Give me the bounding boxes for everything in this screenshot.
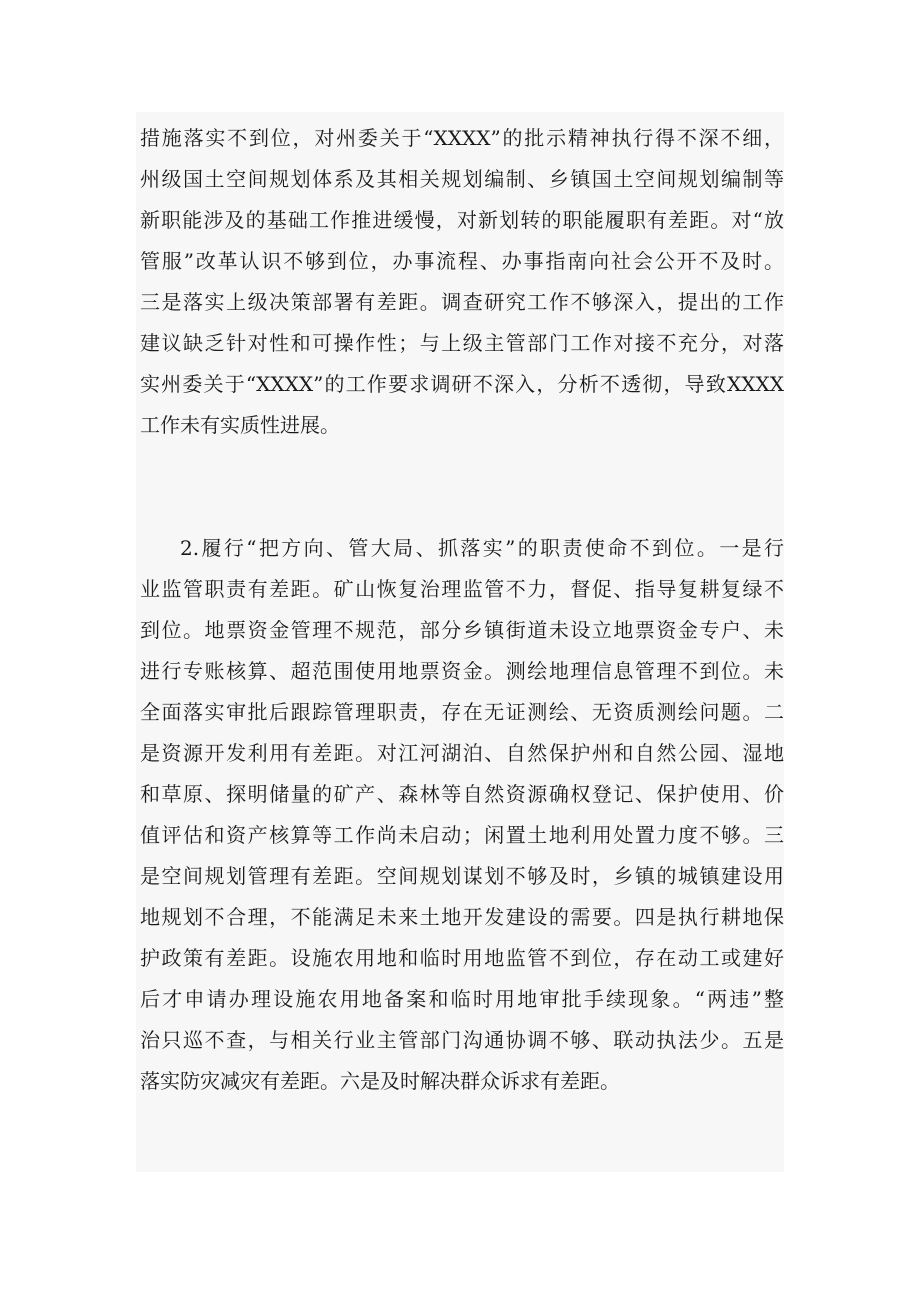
text-line: 管服”改革认识不够到位，办事流程、办事指南向社会公开不及时。 (140, 249, 784, 273)
text-line: 建议缺乏针对性和可操作性；与上级主管部门工作对接不充分，对落 (140, 331, 784, 355)
text-line: 新职能涉及的基础工作推进缓慢，对新划转的职能履职有差距。对“放 (140, 208, 784, 232)
text-line: 和草原、探明储量的矿产、森林等自然资源确权登记、保护使用、价 (140, 782, 784, 806)
text-line: 值评估和资产核算等工作尚未启动；闲置土地利用处置力度不够。三 (140, 823, 784, 847)
text-line: 治只巡不查，与相关行业主管部门沟通协调不够、联动执法少。五是 (140, 1028, 784, 1052)
text-line: 地规划不合理，不能满足未来土地开发建设的需要。四是执行耕地保 (140, 905, 784, 929)
text-line: 是空间规划管理有差距。空间规划谋划不够及时，乡镇的城镇建设用 (140, 864, 784, 888)
text-line: 实州委关于“XXXX”的工作要求调研不深入，分析不透彻，导致XXXX (140, 372, 784, 396)
text-line: 三是落实上级决策部署有差距。调查研究工作不够深入，提出的工作 (140, 290, 784, 314)
text-line: 业监管职责有差距。矿山恢复治理监管不力，督促、指导复耕复绿不 (140, 577, 784, 601)
text-line: 是资源开发利用有差距。对江河湖泊、自然保护州和自然公园、湿地 (140, 741, 784, 765)
text-body (136, 112, 784, 1172)
paragraph-1 (140, 118, 784, 446)
text-line: 措施落实不到位，对州委关于“XXXX”的批示精神执行得不深不细， (140, 126, 784, 150)
text-line: 2.履行“把方向、管大局、抓落实”的职责使命不到位。一是行 (180, 536, 784, 560)
text-line: 到位。地票资金管理不规范，部分乡镇街道未设立地票资金专户、未 (140, 618, 784, 642)
text-line: 全面落实审批后跟踪管理职责，存在无证测绘、无资质测绘问题。二 (140, 700, 784, 724)
text-line: 后才申请办理设施农用地备案和临时用地审批手续现象。“两违”整 (140, 987, 784, 1011)
paragraph-2 (140, 528, 784, 1102)
text-line: 护政策有差距。设施农用地和临时用地监管不到位，存在动工或建好 (140, 946, 784, 970)
text-line: 落实防灾减灾有差距。六是及时解决群众诉求有差距。 (140, 1069, 620, 1093)
text-line: 进行专账核算、超范围使用地票资金。测绘地理信息管理不到位。未 (140, 659, 784, 683)
text-line: 工作未有实质性进展。 (140, 413, 340, 437)
text-line: 州级国土空间规划体系及其相关规划编制、乡镇国土空间规划编制等 (140, 167, 784, 191)
